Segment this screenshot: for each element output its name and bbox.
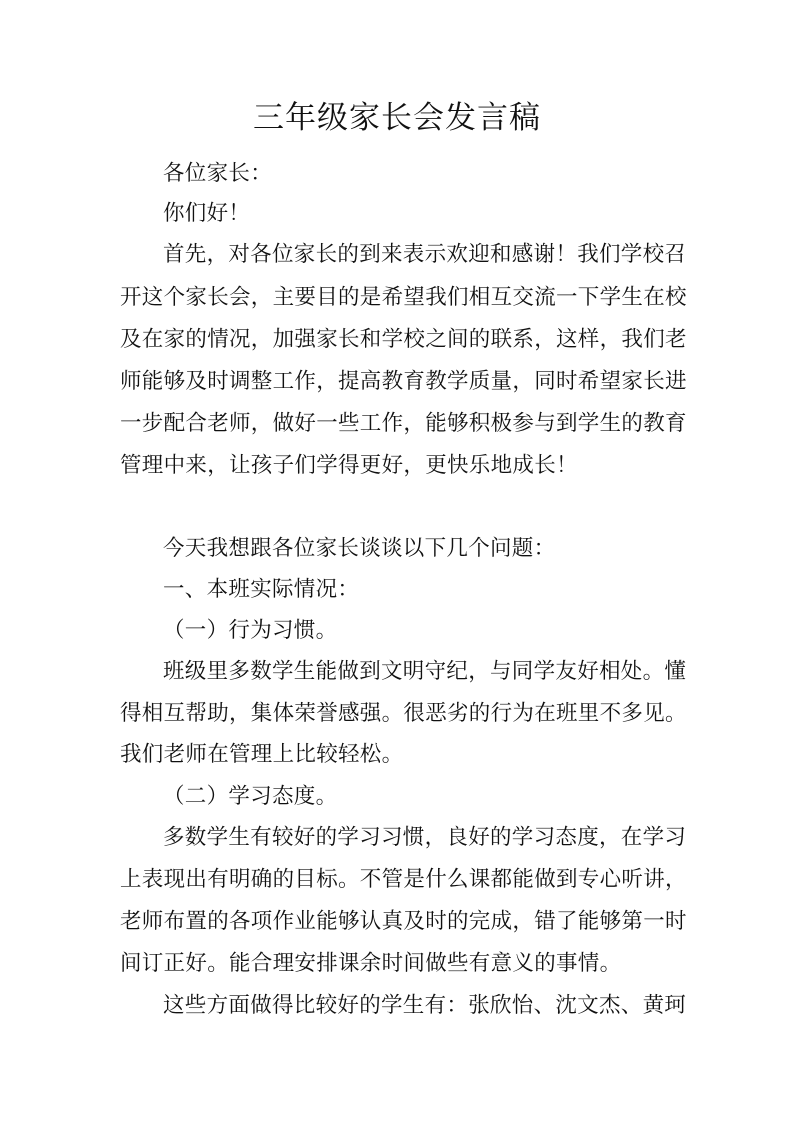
document-title: 三年级家长会发言稿 <box>253 100 541 136</box>
paragraph-line: 管理中来，让孩子们学得更好，更快乐地成长！ <box>120 453 578 478</box>
paragraph-line: 间订正好。能合理安排课余时间做些有意义的事情。 <box>120 951 622 976</box>
paragraph-line: 老师布置的各项作业能够认真及时的完成，错了能够第一时 <box>120 909 687 934</box>
paragraph-line: 班级里多数学生能做到文明守纪，与同学友好相处。懂 <box>163 659 687 684</box>
paragraph-line: 及在家的情况，加强家长和学校之间的联系，这样，我们老 <box>120 327 687 352</box>
subsection-heading: （一）行为习惯。 <box>163 618 338 643</box>
paragraph-line: 今天我想跟各位家长谈谈以下几个问题： <box>163 536 556 561</box>
paragraph-line: 这些方面做得比较好的学生有：张欣怡、沈文杰、黄珂 <box>163 993 687 1018</box>
subsection-heading: （二）学习态度。 <box>163 784 338 809</box>
paragraph-line: 得相互帮助，集体荣誉感强。很恶劣的行为在班里不多见。 <box>120 701 687 726</box>
paragraph-line: 多数学生有较好的学习习惯，良好的学习态度，在学习 <box>163 825 687 850</box>
paragraph-line: 开这个家长会，主要目的是希望我们相互交流一下学生在校 <box>120 285 687 310</box>
section-heading: 一、本班实际情况： <box>163 577 360 602</box>
paragraph-line: 首先，对各位家长的到来表示欢迎和感谢！我们学校召 <box>163 242 687 267</box>
paragraph-line: 一步配合老师，做好一些工作，能够积极参与到学生的教育 <box>120 411 687 436</box>
salutation: 各位家长： <box>163 161 273 186</box>
paragraph-line: 我们老师在管理上比较轻松。 <box>120 742 404 767</box>
paragraph-line: 上表现出有明确的目标。不管是什么课都能做到专心听讲， <box>120 867 687 892</box>
paragraph-line: 师能够及时调整工作，提高教育教学质量，同时希望家长进 <box>120 369 687 394</box>
greeting: 你们好！ <box>163 201 251 226</box>
